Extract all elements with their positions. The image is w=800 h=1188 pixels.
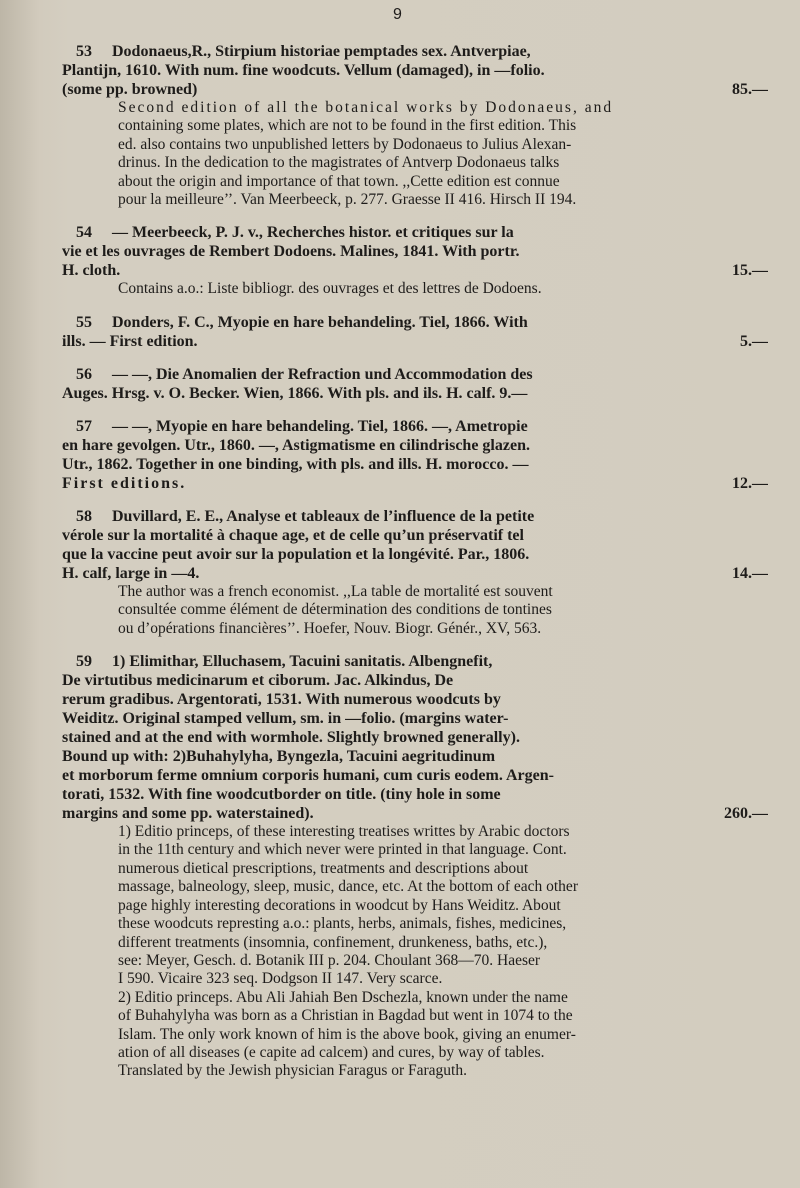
entry-line: en hare gevolgen. Utr., 1860. —, Astigmatisme en cilindrische glazen. [62, 436, 530, 454]
entry-number: 53 [76, 43, 92, 60]
entry-line: First editions. [62, 474, 187, 492]
entry-price: 12.— [732, 474, 768, 492]
entry-number: 57 [76, 417, 92, 435]
entry-note: ed. also contains two unpublished letters by Dodonaeus to Julius Alexan- [118, 135, 572, 153]
entry-note: massage, balneology, sleep, music, dance, etc. At the bottom of each other [118, 878, 578, 896]
entry-note: these woodcuts represting a.o.: plants, herbs, animals, fishes, medicines, [118, 915, 567, 933]
entry-line: Weiditz. Original stamped vellum, sm. in —folio. (margins water- [62, 710, 509, 728]
entry-note: 2) Editio princeps. Abu Ali Jahiah Ben Dschezla, known under the name [118, 988, 568, 1006]
entry-note: ation of all diseases (e capite ad calcem) and cures, by way of tables. [118, 1043, 545, 1061]
entry-note: 1) Editio princeps, of these interesting treatises writtes by Arabic doctors [118, 823, 570, 841]
entry-note: consultée comme élément de détermination des conditions de tontines [118, 601, 552, 619]
entry-note: about the origin and importance of that town. ,,Cette edition est connue [118, 172, 560, 190]
entry-line: torati, 1532. With fine woodcutborder on title. (tiny hole in some [62, 786, 501, 804]
entry-line: — Meerbeeck, P. J. v., Recherches histor. et critiques sur la [112, 224, 514, 242]
catalogue-entry-58 [62, 507, 768, 638]
entry-note: Islam. The only work known of him is the above book, giving an enumer- [118, 1025, 576, 1043]
entry-line: (some pp. browned) [62, 81, 198, 98]
entry-line: vie et les ouvrages de Rembert Dodoens. Malines, 1841. With portr. [62, 243, 520, 261]
entry-line: ills. — First edition. [62, 332, 198, 350]
entry-line: Donders, F. C., Myopie en hare behandeling. Tiel, 1866. With [112, 313, 528, 331]
entry-number: 56 [76, 365, 92, 383]
catalogue-entry-59 [62, 652, 768, 1081]
catalogue-entry-55 [62, 313, 768, 351]
entry-line: margins and some pp. waterstained). [62, 805, 314, 823]
entry-line: que la vaccine peut avoir sur la population et la longévité. Par., 1806. [62, 545, 530, 563]
entry-price: 85.— [732, 81, 768, 98]
page-number: 9 [393, 6, 402, 23]
entry-note: of Buhahylyha was born as a Christian in Bagdad but went in 1074 to the [118, 1007, 573, 1025]
entry-note: different treatments (insomnia, confinement, drunkeness, baths, etc.), [118, 933, 548, 951]
entry-line: 1) Elimithar, Elluchasem, Tacuini sanitatis. Albengnefit, [112, 653, 493, 671]
entry-note: pour la meilleure’’. Van Meerbeeck, p. 277. Graesse II 416. Hirsch II 194. [118, 191, 577, 209]
entry-number: 55 [76, 313, 92, 331]
entry-line: rerum gradibus. Argentorati, 1531. With numerous woodcuts by [62, 691, 501, 709]
entry-note: see: Meyer, Gesch. d. Botanik III p. 204. Choulant 368—70. Haeser [118, 951, 541, 969]
entry-line: Bound up with: 2)Buhahylyha, Byngezla, Tacuini aegritudinum [62, 748, 496, 766]
entry-note: I 590. Vicaire 323 seq. Dodgson II 147. Very scarce. [118, 970, 443, 988]
catalogue-entry-56 [62, 365, 768, 403]
catalogue-entry-53 [62, 42, 768, 209]
entry-line: H. calf, large in —4. [62, 564, 200, 582]
entry-line: stained and at the end with wormhole. Slightly browned generally). [62, 729, 520, 747]
entry-line: Duvillard, E. E., Analyse et tableaux de l’influence de la petite [112, 507, 535, 525]
entry-number: 54 [76, 224, 92, 242]
entry-note: numerous dietical prescriptions, treatments and descriptions about [118, 859, 529, 877]
entry-price: 260.— [724, 805, 768, 823]
entry-note: ou d’opérations financières’’. Hoefer, Nouv. Biogr. Génér., XV, 563. [118, 619, 542, 637]
entry-line: vérole sur la mortalité à chaque age, et de celle qu’un préservatif tel [62, 526, 524, 544]
entry-line: et morborum ferme omnium corporis humani, cum curis eodem. Argen- [62, 767, 554, 785]
entry-line: H. cloth. [62, 262, 121, 280]
entry-note: Translated by the Jewish physician Faragus or Faraguth. [118, 1062, 467, 1080]
entry-price: 5.— [740, 332, 768, 350]
entry-note: Contains a.o.: Liste bibliogr. des ouvrages et des lettres de Dodoens. [118, 280, 542, 298]
entry-line: Plantijn, 1610. With num. fine woodcuts. Vellum (damaged), in —folio. [62, 62, 545, 79]
entry-number: 59 [76, 653, 92, 671]
entry-note: drinus. In the dedication to the magistrates of Antverp Dodonaeus talks [118, 154, 560, 172]
entry-line: — —, Die Anomalien der Refraction und Accommodation des [112, 365, 533, 383]
entry-line: Auges. Hrsg. v. O. Becker. Wien, 1866. With pls. and ils. H. calf. 9.— [62, 384, 528, 402]
entry-line: Utr., 1862. Together in one binding, with pls. and ills. H. morocco. — [62, 455, 529, 473]
catalogue-entries [62, 42, 768, 1095]
entry-line: Dodonaeus,R., Stirpium historiae pemptades sex. Antverpiae, [112, 43, 531, 60]
entry-note: in the 11th century and which never were printed in that language. Cont. [118, 841, 567, 859]
entry-note: containing some plates, which are not to be found in the first edition. This [118, 117, 577, 135]
catalogue-entry-54 [62, 223, 768, 298]
catalogue-entry-57 [62, 417, 768, 493]
entry-note: page highly interesting decorations in woodcut by Hans Weiditz. About [118, 896, 561, 914]
entry-price: 15.— [732, 262, 768, 280]
entry-line: De virtutibus medicinarum et ciborum. Jac. Alkindus, De [62, 672, 454, 690]
entry-note: The author was a french economist. ,,La table de mortalité est souvent [118, 582, 553, 600]
entry-note: Second edition of all the botanical works by Dodonaeus, and [118, 99, 614, 116]
entry-price: 14.— [732, 564, 768, 582]
entry-number: 58 [76, 507, 92, 525]
entry-line: — —, Myopie en hare behandeling. Tiel, 1866. —, Ametropie [112, 417, 528, 435]
